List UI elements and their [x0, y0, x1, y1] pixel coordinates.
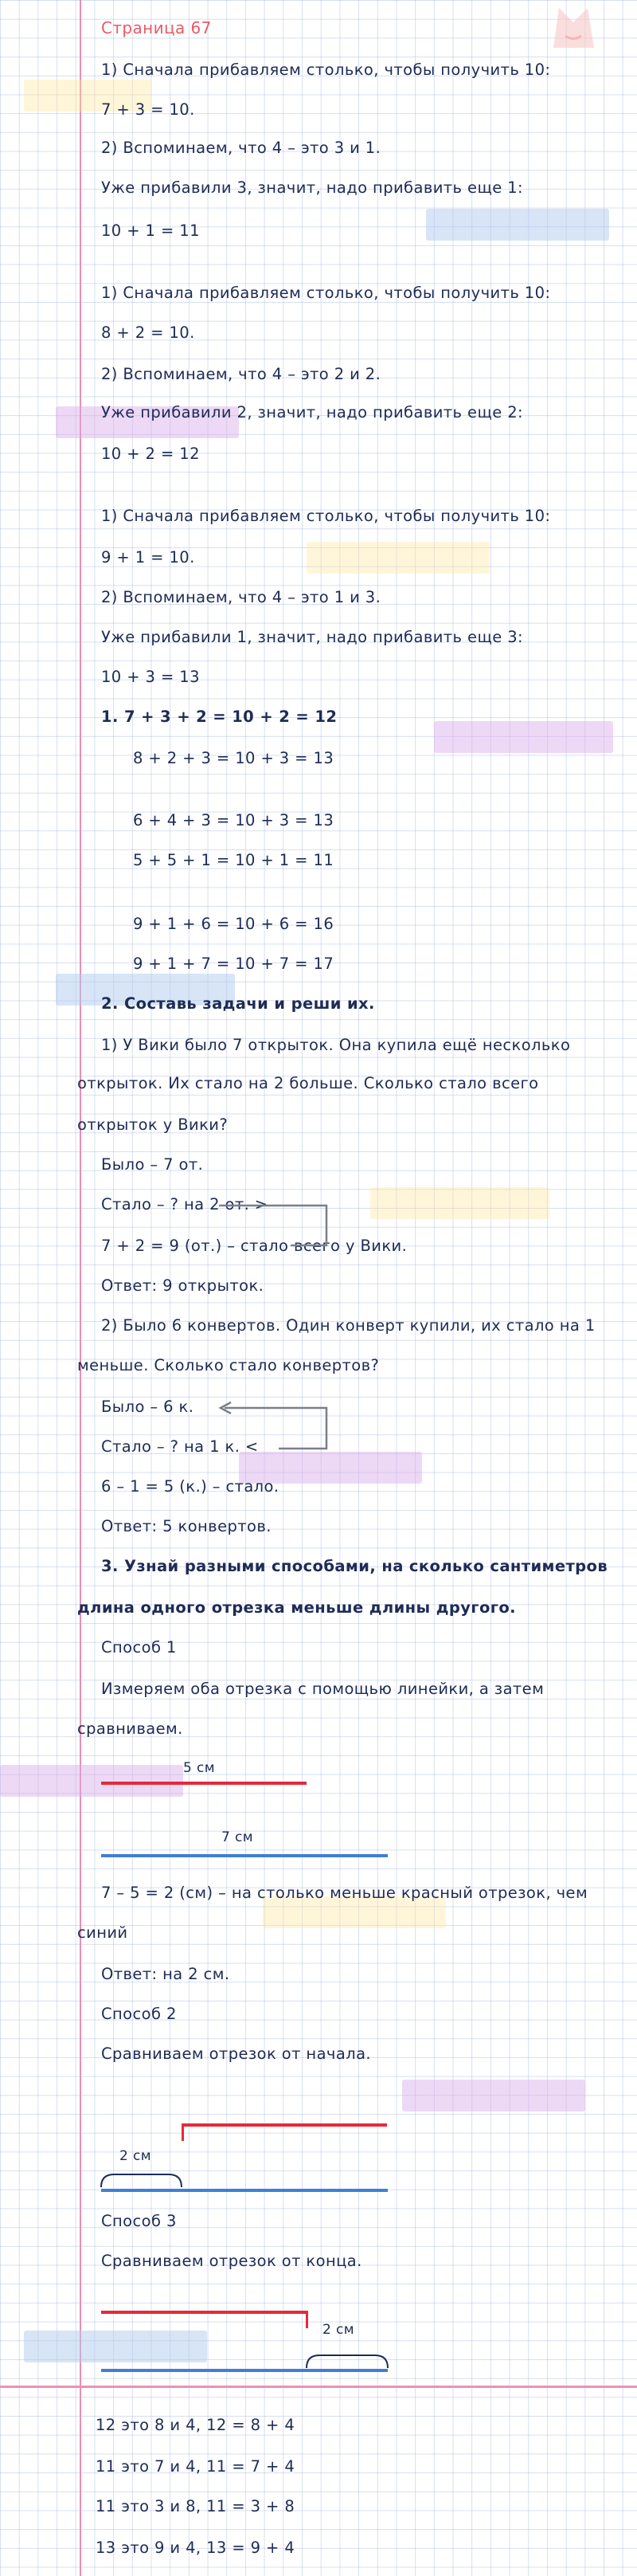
- text-line: 8 + 2 + 3 = 10 + 3 = 13: [133, 749, 334, 767]
- text-line: 11 это 3 и 8, 11 = 3 + 8: [96, 2497, 295, 2515]
- text-line: 5 + 5 + 1 = 10 + 1 = 11: [133, 851, 334, 869]
- blue-segment: [101, 2369, 388, 2372]
- text-line: 12 это 8 и 4, 12 = 8 + 4: [96, 2416, 295, 2434]
- text-line: Уже прибавили 1, значит, надо прибавить еще 3:: [101, 628, 523, 646]
- text-line: сравниваем.: [77, 1719, 183, 1738]
- section-heading: длина одного отрезка меньше длины другого.: [77, 1598, 516, 1617]
- text-line: 1) Сначала прибавляем столько, чтобы получить 10:: [101, 507, 551, 525]
- text-line: 6 + 4 + 3 = 10 + 3 = 13: [133, 811, 334, 829]
- text-line: 2) Вспоминаем, что 4 – это 2 и 2.: [101, 365, 381, 383]
- text-line: 2) Было 6 конвертов. Один конверт купили, их стало на 1: [101, 1316, 596, 1335]
- text-line: Ответ: 5 конвертов.: [101, 1517, 272, 1535]
- text-line: открыток. Их стало на 2 больше. Сколько стало всего: [77, 1074, 539, 1092]
- bottom-rule: [0, 2386, 637, 2388]
- text-line: Уже прибавили 3, значит, надо прибавить еще 1:: [101, 178, 523, 197]
- difference-label: 2 см: [322, 2322, 354, 2338]
- text-line: 13 это 9 и 4, 13 = 9 + 4: [96, 2539, 295, 2557]
- text-line: 1) Сначала прибавляем столько, чтобы получить 10:: [101, 61, 551, 79]
- text-line: 1) Сначала прибавляем столько, чтобы получить 10:: [101, 284, 551, 302]
- text-line: синий: [77, 1923, 128, 1942]
- text-line: 11 это 7 и 4, 11 = 7 + 4: [96, 2457, 295, 2476]
- text-line: 9 + 1 = 10.: [101, 548, 195, 567]
- section-heading: 2. Составь задачи и реши их.: [101, 994, 375, 1013]
- text-line: Ответ: на 2 см.: [101, 1965, 230, 1983]
- text-line: 2) Вспоминаем, что 4 – это 3 и 1.: [101, 139, 381, 157]
- segment-label: 5 см: [183, 1760, 215, 1776]
- text-line: Сравниваем отрезок от конца.: [101, 2252, 362, 2270]
- section-heading: 3. Узнай разными способами, на сколько сантиметров: [101, 1557, 608, 1575]
- text-line: 10 + 3 = 13: [101, 668, 200, 686]
- text-line: Измеряем оба отрезка с помощью линейки, а затем: [101, 1680, 545, 1698]
- text-line: Сравниваем отрезок от начала.: [101, 2045, 372, 2063]
- text-line: 8 + 2 = 10.: [101, 323, 195, 342]
- text-line: Ответ: 9 открыток.: [101, 1276, 264, 1295]
- page-title: Страница 67: [101, 18, 212, 37]
- difference-label: 2 см: [119, 2148, 151, 2164]
- text-line: 10 + 2 = 12: [101, 445, 200, 463]
- text-line: 2) Вспоминаем, что 4 – это 1 и 3.: [101, 588, 381, 606]
- text-line: меньше. Сколько стало конвертов?: [77, 1356, 380, 1374]
- text-line: Было – 6 к.: [101, 1398, 194, 1416]
- text-line: Способ 1: [101, 1638, 177, 1657]
- text-line: Стало – ? на 2 от. >: [101, 1195, 268, 1214]
- text-line: 10 + 1 = 11: [101, 222, 200, 240]
- text-line: открыток у Вики?: [77, 1115, 229, 1134]
- text-line: 9 + 1 + 6 = 10 + 6 = 16: [133, 915, 334, 933]
- text-line: Стало – ? на 1 к. <: [101, 1437, 259, 1456]
- text-line: 6 – 1 = 5 (к.) – стало.: [101, 1477, 279, 1496]
- text-line: Способ 3: [101, 2212, 177, 2230]
- text-line: Уже прибавили 2, значит, надо прибавить еще 2:: [101, 403, 523, 421]
- text-line: 7 + 2 = 9 (от.) – стало всего у Вики.: [101, 1237, 408, 1255]
- text-line: 7 + 3 = 10.: [101, 100, 195, 119]
- text-line: Способ 2: [101, 2005, 177, 2023]
- text-line: Было – 7 от.: [101, 1155, 204, 1174]
- text-line: 1. 7 + 3 + 2 = 10 + 2 = 12: [101, 708, 338, 726]
- segment-label: 7 см: [221, 1829, 253, 1845]
- text-line: 9 + 1 + 7 = 10 + 7 = 17: [133, 955, 334, 973]
- text-line: 1) У Вики было 7 открыток. Она купила ещё несколько: [101, 1036, 571, 1054]
- text-line: 7 – 5 = 2 (см) – на столько меньше красный отрезок, чем: [101, 1884, 588, 1902]
